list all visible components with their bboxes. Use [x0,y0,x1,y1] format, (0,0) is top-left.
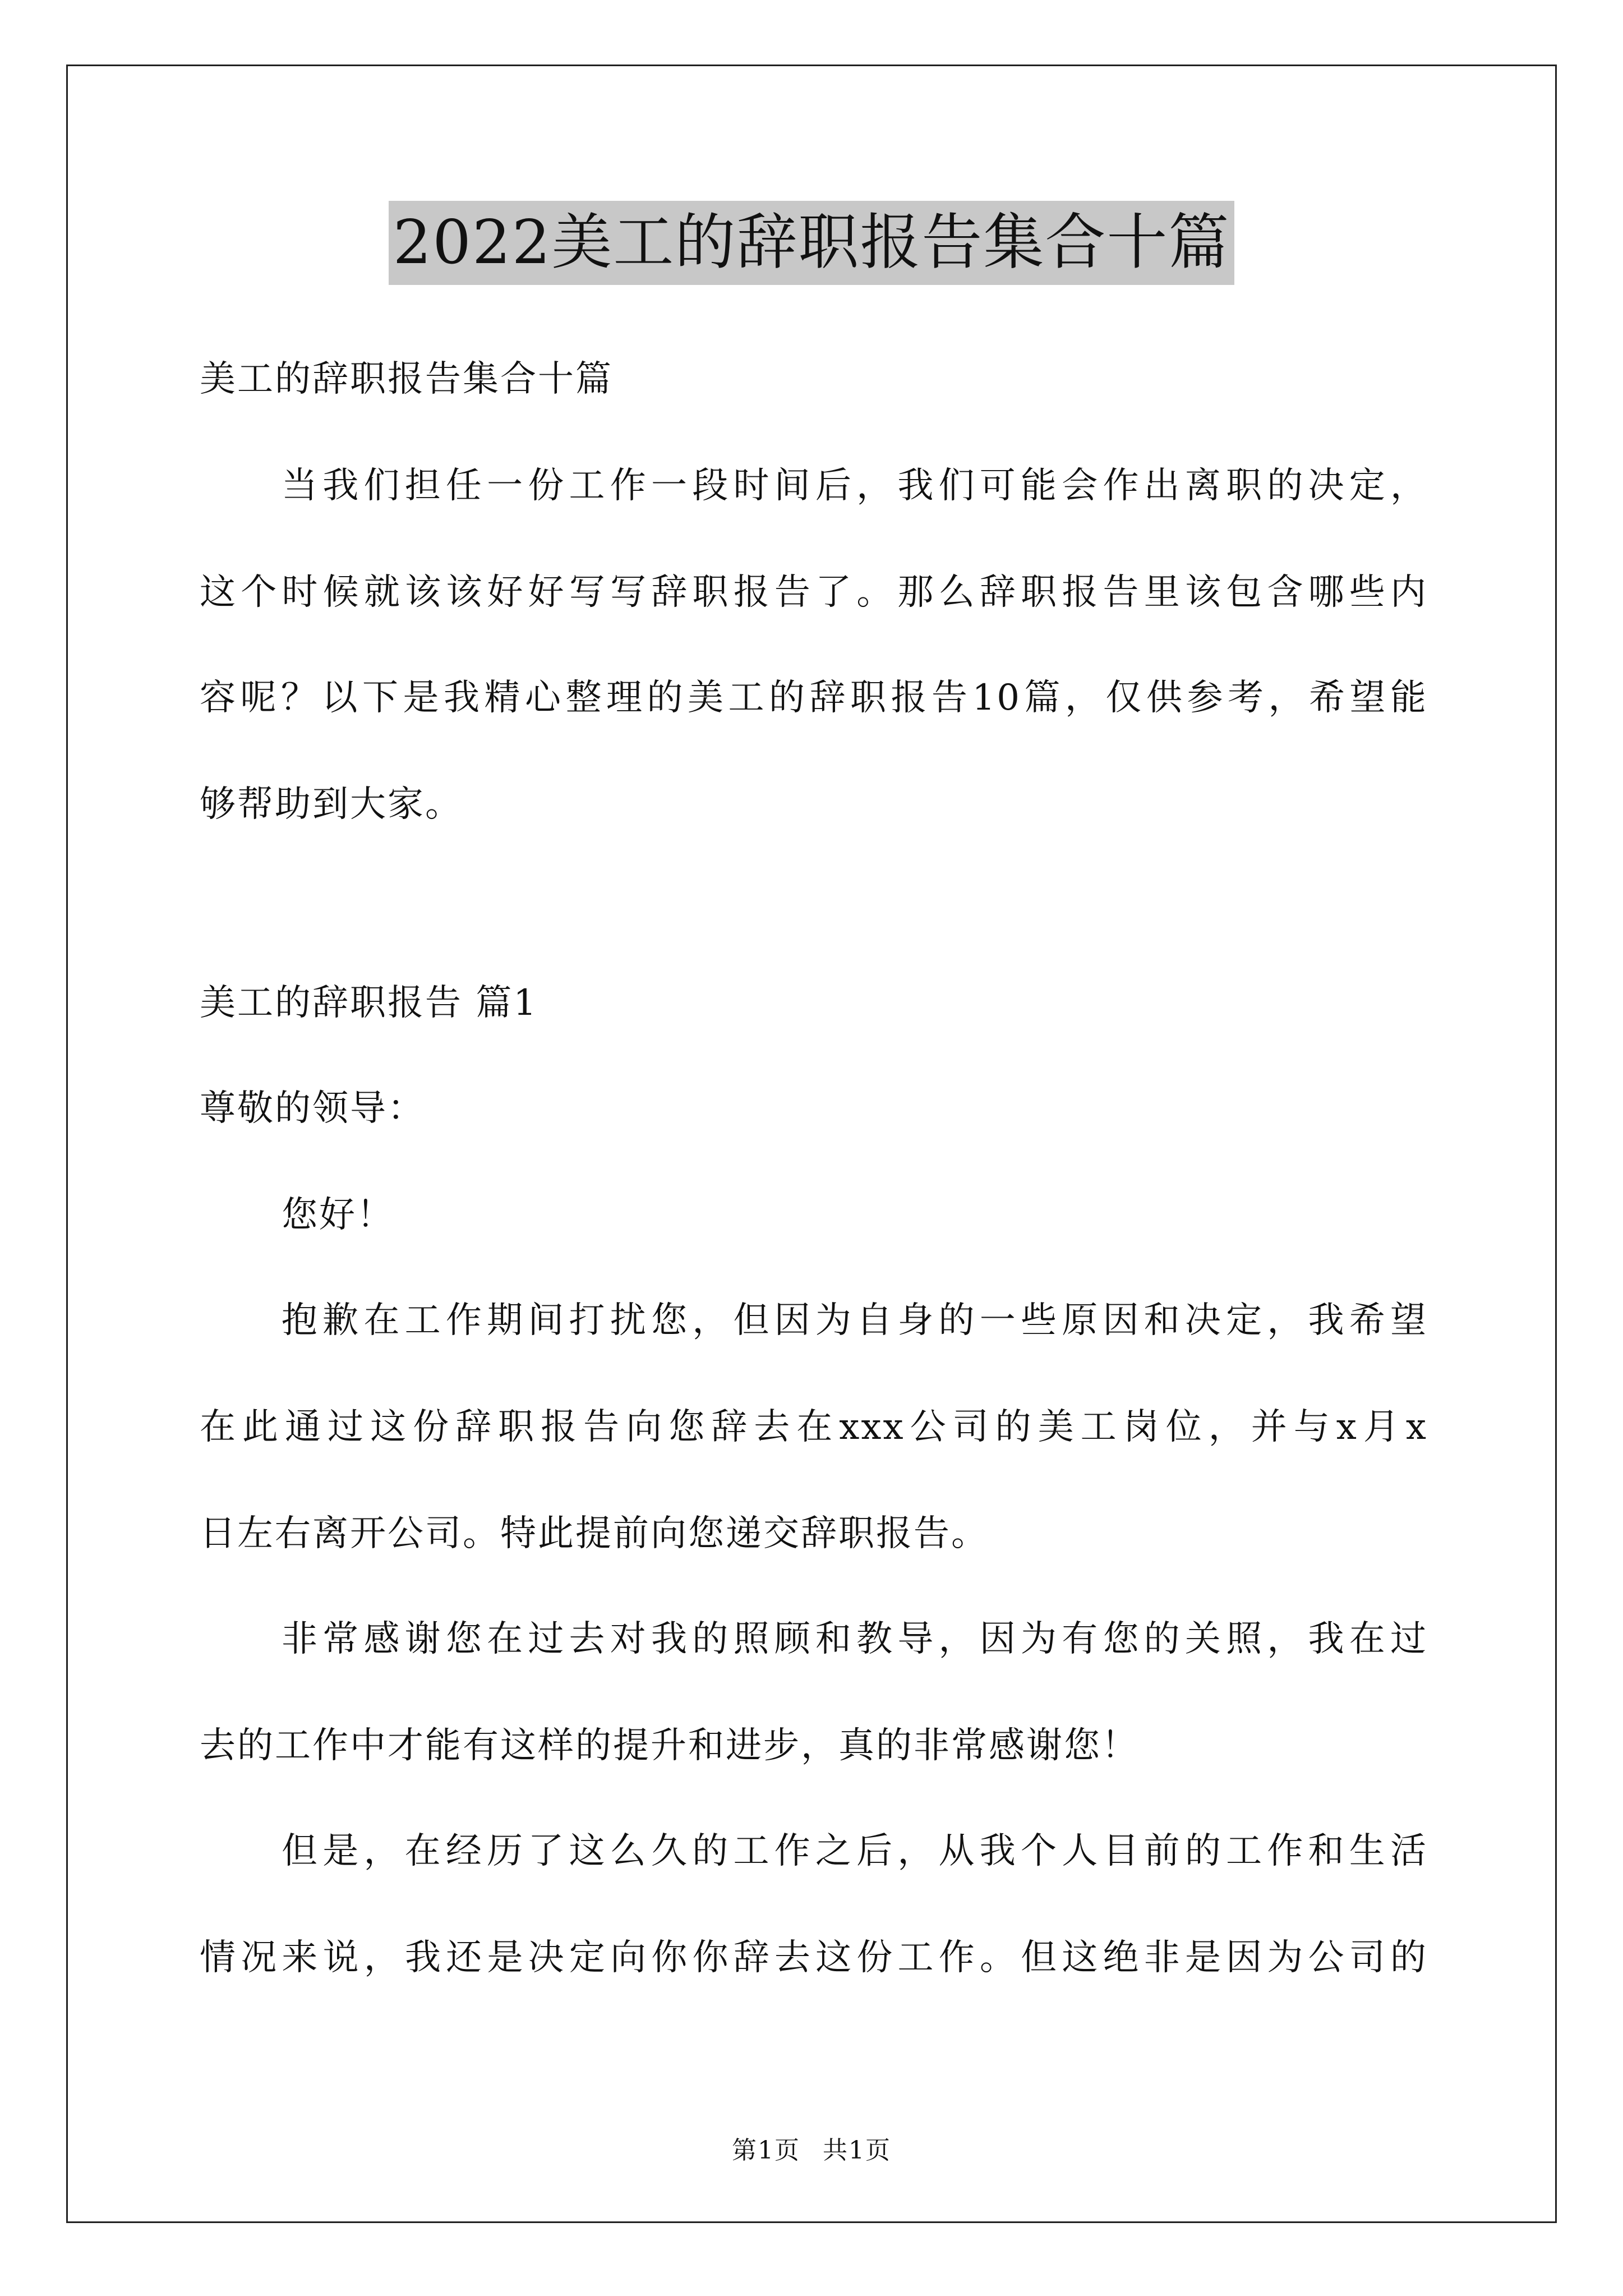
paragraph-1-line-3: 日左右离开公司。特此提前向您递交辞职报告。 [200,1513,989,1554]
intro-line-3: 容呢？以下是我精心整理的美工的辞职报告10篇，仅供参考，希望能 [200,677,1428,719]
document-title: 2022美工的辞职报告集合十篇 [389,201,1235,285]
intro-line-1: 当我们担任一份工作一段时间后，我们可能会作出离职的决定， [282,465,1428,507]
intro-line-4: 够帮助到大家。 [200,784,463,825]
salutation: 尊敬的领导： [200,1088,425,1129]
section-heading: 美工的辞职报告 篇1 [200,982,538,1024]
page-number-current: 第1页 [732,2136,800,2165]
subtitle-line: 美工的辞职报告集合十篇 [200,358,613,400]
greeting: 您好！ [282,1194,394,1236]
paragraph-3-line-1: 但是，在经历了这么久的工作之后，从我个人目前的工作和生活 [282,1830,1428,1872]
page-number-total: 共1页 [823,2136,891,2165]
paragraph-2-line-2: 去的工作中才能有这样的提升和进步，真的非常感谢您！ [200,1725,1139,1766]
page-footer [0,2136,1623,2165]
title-container [0,201,1623,285]
paragraph-2-line-1: 非常感谢您在过去对我的照顾和教导，因为有您的关照，我在过 [282,1618,1428,1660]
paragraph-1-line-2: 在此通过这份辞职报告向您辞去在xxx公司的美工岗位，并与x月x [200,1406,1428,1448]
intro-line-2: 这个时候就该该好好写写辞职报告了。那么辞职报告里该包含哪些内 [200,572,1428,613]
paragraph-3-line-2: 情况来说，我还是决定向你你辞去这份工作。但这绝非是因为公司的 [200,1937,1428,1978]
paragraph-1-line-1: 抱歉在工作期间打扰您，但因为自身的一些原因和决定，我希望 [282,1300,1428,1341]
